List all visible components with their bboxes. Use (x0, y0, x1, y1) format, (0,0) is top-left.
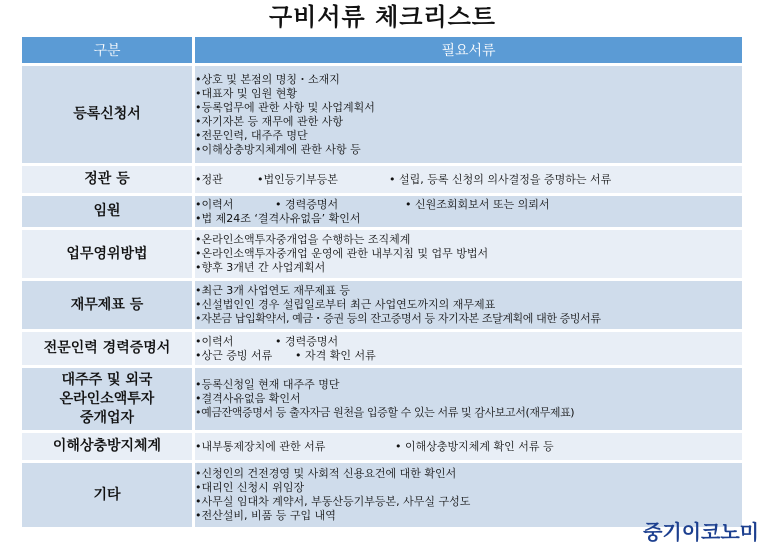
row-documents (195, 166, 742, 193)
table-row (22, 230, 742, 278)
doc-item: •이해상충방지체계에 관한 사항 등 (195, 142, 361, 156)
row-category: 전문인력 경력증명서 (22, 332, 195, 365)
header-category: 구분 (22, 37, 195, 63)
doc-item: •대리인 신청시 위임장 (195, 481, 305, 494)
publisher-logo: 중기이코노미 (643, 520, 759, 544)
row-category (22, 368, 195, 430)
doc-item: •온라인소액투자중개업을 수행하는 조직체계 (195, 233, 411, 246)
doc-item: •자본금 납입확약서, 예금・증권 등의 잔고증명서 등 자기자본 조달계획에 대한 증빙서류 (195, 312, 601, 325)
doc-item: •내부통제장치에 관한 서류 (195, 439, 326, 453)
row-documents (195, 230, 742, 278)
table-row (22, 196, 742, 227)
row-category-line: 대주주 및 외국 (61, 371, 153, 388)
doc-item: • 신원조회회보서 또는 의뢰서 (405, 197, 550, 211)
checklist-table (22, 34, 742, 530)
row-category: 기타 (22, 463, 195, 527)
doc-item: •법 제24조 ‘결격사유없음’ 확인서 (195, 211, 361, 225)
row-category-line: 중개업자 (79, 409, 135, 426)
row-documents (195, 66, 742, 163)
doc-item: •최근 3개 사업연도 재무제표 등 (195, 284, 350, 297)
row-documents (195, 332, 742, 365)
doc-item: •신설법인인 경우 설립일로부터 최근 사업연도까지의 재무제표 (195, 298, 496, 311)
table-row (22, 433, 742, 460)
row-category: 업무영위방법 (22, 230, 195, 278)
doc-item: • 설립, 등록 신청의 의사결정을 증명하는 서류 (389, 172, 612, 186)
row-category: 정관 등 (22, 166, 195, 193)
doc-item: •이력서 (195, 197, 234, 211)
table-row (22, 66, 742, 163)
table-row (22, 166, 742, 193)
row-documents (195, 196, 742, 227)
doc-item: •결격사유없음 확인서 (195, 392, 301, 405)
table-row (22, 332, 742, 365)
doc-item: •온라인소액투자중개업 운영에 관한 내부지침 및 업무 방법서 (195, 247, 489, 260)
doc-item: •전문인력, 대주주 명단 (195, 128, 308, 142)
doc-item: •신청인의 건전경영 및 사회적 신용요건에 대한 확인서 (195, 467, 457, 480)
row-documents (195, 281, 742, 329)
table-row (22, 463, 742, 527)
doc-item: •이력서 (195, 334, 234, 348)
row-category: 재무제표 등 (22, 281, 195, 329)
doc-item: •사무실 임대차 계약서, 부동산등기부등본, 사무실 구성도 (195, 495, 471, 508)
page-title: 구비서류 체크리스트 (268, 3, 496, 31)
doc-item: •자기자본 등 재무에 관한 사항 (195, 114, 343, 128)
doc-item: •대표자 및 임원 현황 (195, 86, 297, 100)
doc-item: •상근 증빙 서류 (195, 348, 273, 362)
doc-item: • 이해상충방지체계 확인 서류 등 (395, 439, 554, 453)
row-documents (195, 368, 742, 430)
table-row (22, 368, 742, 430)
doc-item: •예금잔액증명서 등 출자자금 원천을 입증할 수 있는 서류 및 감사보고서(재무제표) (195, 406, 575, 419)
doc-item: •법인등기부등본 (257, 172, 338, 186)
doc-item: •향후 3개년 간 사업계획서 (195, 261, 326, 274)
doc-item: • 자격 확인 서류 (295, 348, 376, 362)
doc-item: •상호 및 본점의 명칭・소재지 (195, 72, 340, 86)
doc-item: •등록신청일 현재 대주주 명단 (195, 378, 340, 391)
doc-item: • 경력증명서 (275, 197, 339, 211)
row-category: 임원 (22, 196, 195, 227)
doc-item: •등록업무에 관한 사항 및 사업계획서 (195, 100, 375, 114)
doc-item: • 경력증명서 (275, 334, 339, 348)
doc-item: •전산설비, 비품 등 구입 내역 (195, 509, 336, 522)
doc-item: •정관 (195, 172, 223, 186)
row-category: 등록신청서 (22, 66, 195, 163)
header-documents: 필요서류 (195, 37, 742, 63)
table-row (22, 281, 742, 329)
row-documents (195, 433, 742, 460)
header-row (22, 37, 742, 63)
row-category-line: 온라인소액투자 (59, 390, 155, 407)
row-category: 이해상충방지체계 (22, 433, 195, 460)
